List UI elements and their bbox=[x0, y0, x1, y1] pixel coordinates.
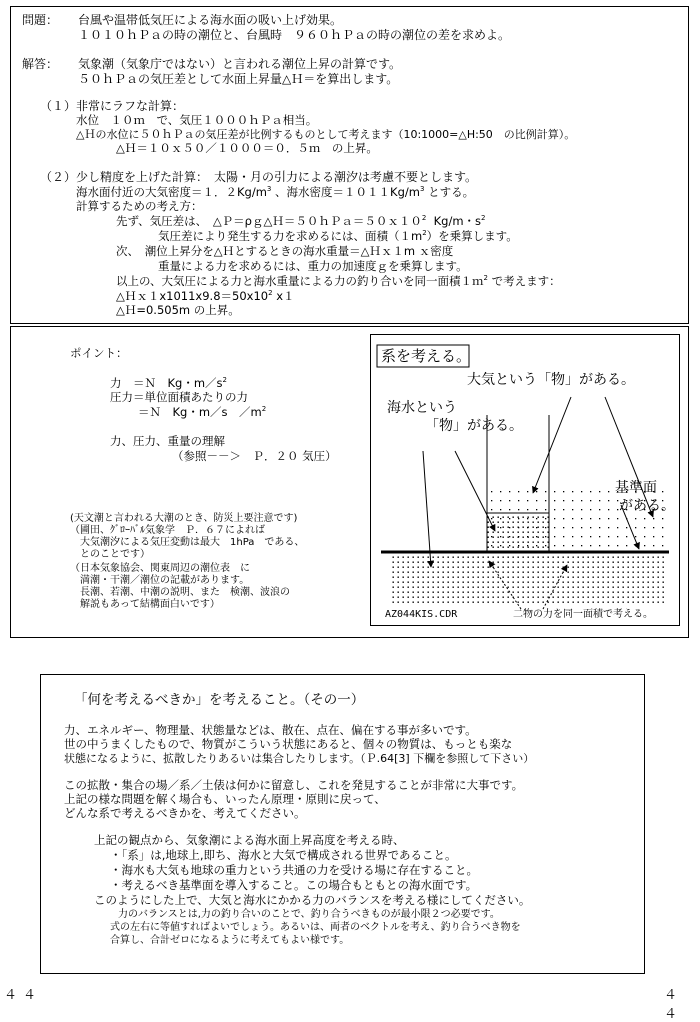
balance-formula-text: △Ｈｘ１x1011x9.8＝50x10 bbox=[116, 289, 269, 303]
pressure-units bbox=[138, 406, 266, 419]
diagram-filename: AZ044KIS.CDR bbox=[385, 609, 458, 620]
sea-arrow-1 bbox=[423, 451, 431, 567]
pressure-units-sup: 2 bbox=[261, 405, 267, 414]
note-line-5: （日本気象協会、関東周辺の潮位表 に bbox=[70, 563, 250, 574]
understanding-line: 力、圧力、重量の理解 bbox=[110, 434, 225, 448]
think-p2-line-1: この拡散・集合の場／系／土俵は何かに留意し、これを発見することが非常に大事です。 bbox=[64, 778, 524, 792]
balance-formula-sup: 2 bbox=[268, 289, 273, 298]
force-text: 力 ＝Ｎ Kg・m／s bbox=[110, 376, 223, 390]
sea-arrow-2 bbox=[455, 451, 495, 531]
think-p1-line-1: 力、エネルギー、物理量、状態量などは、散在、点在、偏在する事が多いです。 bbox=[64, 723, 477, 737]
rough-heading: （１）非常にラフな計算： bbox=[40, 99, 185, 113]
cubic-sup-1: 3 bbox=[266, 185, 272, 194]
pressure-definition: 圧力＝単位面積あたりの力 bbox=[110, 390, 248, 404]
note-line-8: 解説もあって結構面白いです） bbox=[70, 599, 220, 610]
answer-line-1: 気象潮（気象庁ではない）と言われる潮位上昇の計算です。 bbox=[78, 57, 402, 71]
density-suffix: とする。 bbox=[428, 185, 475, 199]
think-p1-line-3: 状態になるように、拡散したりあるいは集合したりします。（Ｐ.64[3] 下欄を参照して下さい） bbox=[64, 752, 535, 765]
rough-line-1: 水位 １０ｍ で、気圧１０００ｈＰａ相当。 bbox=[76, 113, 318, 127]
step-weight: 次、 潮位上昇分を△Ｈとするときの海水重量＝△Ｈｘ１m ｘ密度 bbox=[116, 244, 454, 258]
rough-line-3: △Ｈ＝１０ｘ５０／１０００＝０．５ｍ の上昇。 bbox=[116, 141, 378, 155]
pressure-units-text: ＝Ｎ Kg・m／s ／m bbox=[138, 405, 262, 419]
think-p3-line-5: このようにした上で、大気と海水にかかる力のバランスを考える様にしてください。 bbox=[94, 893, 531, 907]
note-line-7: 長潮、若潮、中潮の説明、また 検潮、波浪の bbox=[70, 587, 290, 598]
think-p3-line-4: ・考えるべき基準面を導入すること。この場合もともとの海水面です。 bbox=[110, 878, 478, 892]
step-area-suffix: ）を乗算します。 bbox=[426, 229, 518, 243]
diagram-caption: 二物の力を同一面積で考える。 bbox=[513, 609, 653, 620]
note-line-4: とのことです） bbox=[70, 549, 150, 560]
cubic-sup-2: 3 bbox=[419, 185, 425, 194]
sea-column bbox=[487, 513, 549, 551]
note-line-3: 大気潮汐による気圧変動は最大 1hPa である、 bbox=[70, 537, 305, 548]
step-balance-text: 以上の、大気圧による力と海水重量による力の釣り合いを同一面積１ｍ bbox=[116, 274, 484, 288]
question-line-1: 台風や温帯低気圧による海水面の吸い上げ効果。 bbox=[78, 13, 343, 27]
sea-density: 、海水密度＝１０１１Kg/m bbox=[275, 185, 420, 199]
note-line-6: 満潮・干潮／潮位の記載があります。 bbox=[70, 575, 250, 586]
step-pressure-sup: 2 bbox=[421, 214, 427, 223]
think-p4-line-2: 式の左右に等値すればよいでしょう。あるいは、両者のベクトルを考え、釣り合うべき物を bbox=[110, 922, 521, 933]
sea-label-2: 「物」がある。 bbox=[425, 418, 523, 434]
step-gravity: 重量による力を求めるには、重力の加速度ｇを乗算します。 bbox=[158, 259, 468, 273]
air-density: 海水面付近の大気密度＝１．２Kg/m bbox=[76, 185, 267, 199]
think-p3-line-2: ・「系」は,地球上,即ち、海水と大気で構成される世界であること。 bbox=[110, 848, 457, 862]
balance-formula bbox=[116, 290, 295, 303]
step-balance bbox=[116, 275, 561, 288]
density-line bbox=[76, 186, 474, 199]
question-label: 問題： bbox=[22, 13, 59, 27]
step-balance-suffix: で考えます： bbox=[491, 274, 561, 288]
step-balance-sup: 2 bbox=[483, 274, 489, 283]
result-line: △Ｈ=0.505m の上昇。 bbox=[116, 303, 240, 317]
base-label-1: 基準面 bbox=[615, 480, 657, 496]
air-arrow-1 bbox=[533, 397, 571, 493]
rough-line-2: △Ｈの水位に５０ｈＰａの気圧差が比例するものとして考えます（10:1000=△H:50 の比例計算）。 bbox=[76, 128, 576, 141]
think-p1-line-2: 世の中うまくしたもので、物質がこういう状態にあると、個々の物質は、もっとも楽な bbox=[64, 737, 513, 751]
answer-label: 解答： bbox=[22, 57, 59, 71]
base-label-2: がある。 bbox=[619, 498, 675, 514]
think-title: 「何を考えるべきか」を考えること。（その一） bbox=[74, 692, 365, 708]
answer-line-2: ５０ｈＰａの気圧差として水面上昇量△Ｈ＝を算出します。 bbox=[78, 72, 399, 86]
think-p3-line-3: ・海水も大気も地球の重力という共通の力を受ける場に存在すること。 bbox=[110, 863, 478, 877]
think-p4-line-1: 力のバランスとは,力の釣り合いのことで、釣り合うべきものが最小限２つ必要です。 bbox=[118, 909, 500, 920]
air-label: 大気という「物」がある。 bbox=[467, 372, 635, 388]
note-line-1: (天文潮と言われる大潮のとき、防災上要注意です) bbox=[70, 513, 298, 524]
step-pressure-text: 先ず、気圧差は、 △Ｐ＝ρｇ△Ｈ＝５０ｈＰａ＝５０ｘ１０ bbox=[116, 214, 422, 228]
force-definition bbox=[110, 377, 227, 390]
balance-formula-suffix: x１ bbox=[276, 289, 295, 303]
step-pressure bbox=[116, 215, 486, 228]
step-pressure-unit: Kg/m・s bbox=[433, 214, 482, 228]
think-p2-line-2: 上記の様な問題を解く場合も、いったん原理・原則に戻って、 bbox=[64, 792, 386, 806]
precise-heading: （２）少し精度を上げた計算： 太陽・月の引力による潮汐は考慮不要とします。 bbox=[40, 170, 478, 184]
note-line-2: （圃田、ｸﾞﾛｰﾊﾞﾙ気象学 Ｐ．６７によれば bbox=[70, 525, 265, 536]
sea-area bbox=[391, 554, 667, 604]
think-p4-line-3: 合算し、合計ゼロになるように考えてもよい様です。 bbox=[110, 935, 350, 946]
step-area-sup: 2 bbox=[422, 229, 427, 238]
system-diagram bbox=[370, 334, 680, 626]
diagram-title: 系を考える。 bbox=[381, 347, 472, 365]
step-pressure-unit-sup: 2 bbox=[481, 214, 486, 223]
think-p2-line-3: どんな系で考えるべきかを、考えてください。 bbox=[64, 806, 306, 820]
step-area bbox=[158, 230, 518, 243]
question-line-2: １０１０ｈＰａの時の潮位と、台風時 ９６０ｈＰａの時の潮位の差を求めよ。 bbox=[78, 28, 511, 42]
method-line: 計算するための考え方： bbox=[76, 199, 203, 213]
point-title: ポイント： bbox=[70, 346, 128, 360]
think-p3-line-1: 上記の観点から、気象潮による海水面上昇高度を考える時、 bbox=[94, 833, 405, 847]
force-sup: 2 bbox=[222, 376, 228, 385]
reference-line: （参照－－＞ Ｐ．２０ 気圧） bbox=[172, 449, 337, 463]
step-area-text: 気圧差により発生する力を求めるには、面積（１m bbox=[158, 229, 423, 243]
page-number-left: ４４ bbox=[4, 988, 43, 1003]
page-number-right: ４４ bbox=[664, 988, 684, 1022]
sea-label-1: 海水という bbox=[387, 400, 457, 416]
